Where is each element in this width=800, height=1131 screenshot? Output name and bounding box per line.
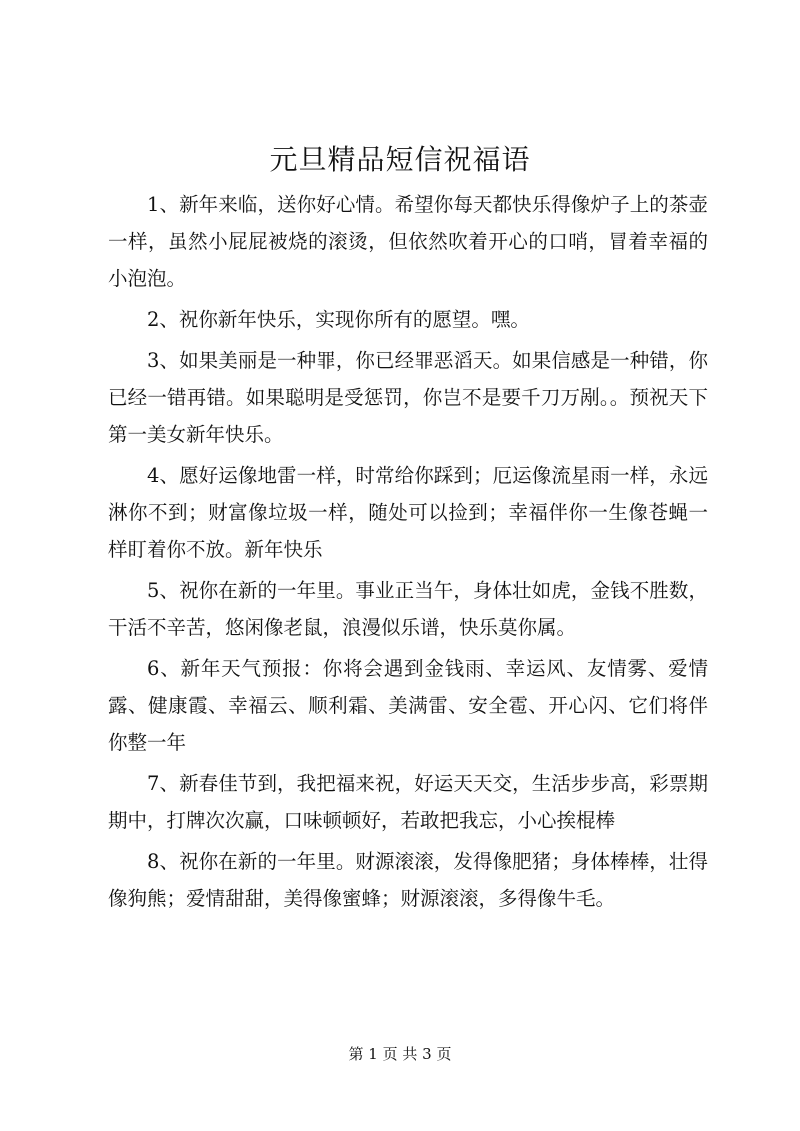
greeting-paragraph-4: 4、愿好运像地雷一样，时常给你踩到；厄运像流星雨一样，永远淋你不到；财富像垃圾一样，随处可以捡到；幸福伴你一生像苍蝇一样盯着你不放。新年快乐	[108, 464, 708, 561]
page-number-indicator: 第 1 页 共 3 页	[348, 1045, 452, 1063]
greeting-paragraph-2: 2、祝你新年快乐，实现你所有的愿望。嘿。	[147, 308, 530, 331]
greeting-paragraph-7: 7、新春佳节到，我把福来祝，好运天天交，生活步步高，彩票期期中，打牌次次赢，口味顿顿好，若敢把我忘，小心挨棍棒	[108, 772, 708, 832]
greeting-paragraph-6: 6、新年天气预报：你将会遇到金钱雨、幸运风、友情雾、爱情露、健康霞、幸福云、顺利霜、美满雷、安全雹、开心闪、它们将伴你整一年	[108, 657, 708, 754]
greeting-paragraph-3: 3、如果美丽是一种罪，你已经罪恶滔天。如果信感是一种错，你已经一错再错。如果聪明是受惩罚，你岂不是要千刀万剐。。预祝天下第一美女新年快乐。	[108, 349, 708, 446]
greeting-paragraph-1: 1、新年来临，送你好心情。希望你每天都快乐得像炉子上的茶壶一样，虽然小屁屁被烧的滚烫，但依然吹着开心的口哨，冒着幸福的小泡泡。	[108, 193, 708, 290]
greeting-paragraph-8: 8、祝你在新的一年里。财源滚滚，发得像肥猪；身体棒棒，壮得像狗熊；爱情甜甜，美得像蜜蜂；财源滚滚，多得像牛毛。	[108, 850, 708, 910]
document-title: 元旦精品短信祝福语	[269, 143, 531, 176]
page-footer	[0, 1044, 800, 1064]
greeting-paragraph-5: 5、祝你在新的一年里。事业正当午，身体壮如虎，金钱不胜数，干活不辛苦，悠闲像老鼠，浪漫似乐谱，快乐莫你属。	[108, 579, 708, 639]
document-body	[108, 186, 708, 921]
